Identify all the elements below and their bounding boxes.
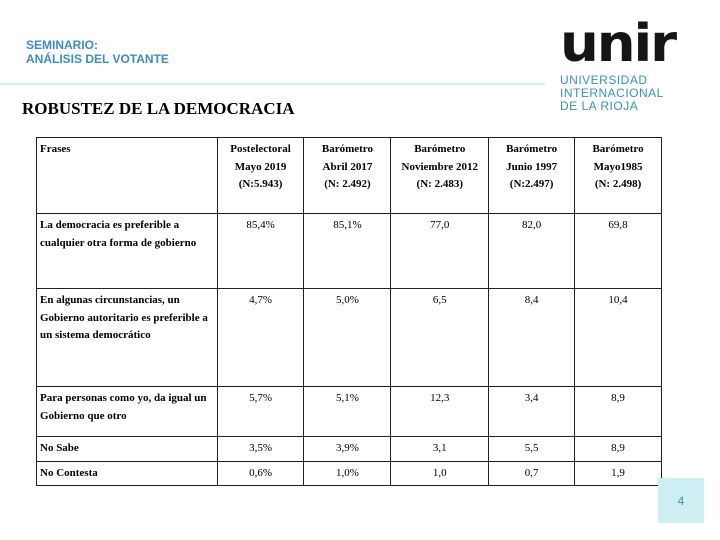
column-header-line: Barómetro: [414, 143, 466, 155]
table-row: [37, 289, 662, 387]
table-cell: 5,0%: [304, 289, 391, 387]
table-row: [37, 387, 662, 437]
logo-line-1: UNIVERSIDAD: [560, 73, 648, 87]
table-cell: 12,3: [391, 387, 489, 437]
column-header-line: Barómetro: [506, 143, 558, 155]
column-header-line: Barómetro: [592, 143, 644, 155]
column-header-line: (N:5.943): [238, 178, 283, 190]
column-header-phrases: Frases: [37, 138, 218, 214]
table-cell: 0,6%: [217, 461, 304, 486]
table-cell: 3,5%: [217, 437, 304, 462]
table-cell: 8,4: [489, 289, 575, 387]
table-cell: 3,1: [391, 437, 489, 462]
table-cell: 85,4%: [217, 214, 304, 289]
table-cell: 8,9: [575, 387, 662, 437]
table-cell: 5,7%: [217, 387, 304, 437]
column-header-line: (N: 2.498): [594, 178, 642, 190]
column-header: [575, 138, 662, 214]
row-phrase: No Sabe: [37, 437, 218, 462]
column-header: [391, 138, 489, 214]
table-cell: 85,1%: [304, 214, 391, 289]
column-header-line: Junio 1997: [506, 160, 558, 173]
column-header-line: Mayo1985: [593, 160, 643, 173]
table-cell: 3,4: [489, 387, 575, 437]
column-header-line: (N: 2.483): [416, 178, 463, 190]
table-cell: 69,8: [575, 214, 662, 289]
table-row: [37, 437, 662, 462]
seminar-line-1: SEMINARIO:: [26, 38, 98, 52]
row-phrase: En algunas circunstancias, un Gobierno autoritario es preferible a un sistema democrático: [37, 289, 218, 387]
column-header: [217, 138, 304, 214]
table-cell: 82,0: [489, 214, 575, 289]
logo-line-2: INTERNACIONAL: [560, 86, 664, 100]
table-header-row: [37, 138, 662, 214]
table-cell: 4,7%: [217, 289, 304, 387]
results-table: [36, 137, 662, 486]
table-cell: 10,4: [575, 289, 662, 387]
unir-logo: [560, 14, 710, 117]
column-header-line: (N: 2.492): [324, 178, 371, 190]
column-header: [489, 138, 575, 214]
page-title: ROBUSTEZ DE LA DEMOCRACIA: [22, 99, 295, 118]
row-phrase: Para personas como yo, da igual un Gobierno que otro: [37, 387, 218, 437]
column-header-line: Barómetro: [321, 143, 373, 155]
table-cell: 8,9: [575, 437, 662, 462]
seminar-line-2: ANÁLISIS DEL VOTANTE: [26, 52, 169, 66]
table-cell: 6,5: [391, 289, 489, 387]
table-cell: 1,0%: [304, 461, 391, 486]
row-phrase: La democracia es preferible a cualquier otra forma de gobierno: [37, 214, 218, 289]
column-header-line: Noviembre 2012: [401, 160, 479, 173]
logo-line-3: DE LA RIOJA: [560, 99, 639, 113]
table-cell: 0,7: [489, 461, 575, 486]
table-cell: 5,1%: [304, 387, 391, 437]
table-cell: 3,9%: [304, 437, 391, 462]
column-header: [304, 138, 391, 214]
column-header-line: Mayo 2019: [234, 160, 287, 173]
table-row: [37, 461, 662, 486]
seminar-heading: [26, 38, 169, 66]
table-row: [37, 214, 662, 289]
table-cell: 1,9: [575, 461, 662, 486]
column-header-line: Postelectoral: [230, 143, 291, 155]
table-cell: 5,5: [489, 437, 575, 462]
column-header-line: Abril 2017: [322, 160, 373, 173]
header-divider: [0, 83, 545, 85]
table-cell: 77,0: [391, 214, 489, 289]
logo-wordmark: unir: [560, 14, 675, 74]
column-header-line: (N:2.497): [509, 178, 554, 190]
row-phrase: No Contesta: [37, 461, 218, 486]
page-number: 4: [658, 478, 704, 523]
table-cell: 1,0: [391, 461, 489, 486]
